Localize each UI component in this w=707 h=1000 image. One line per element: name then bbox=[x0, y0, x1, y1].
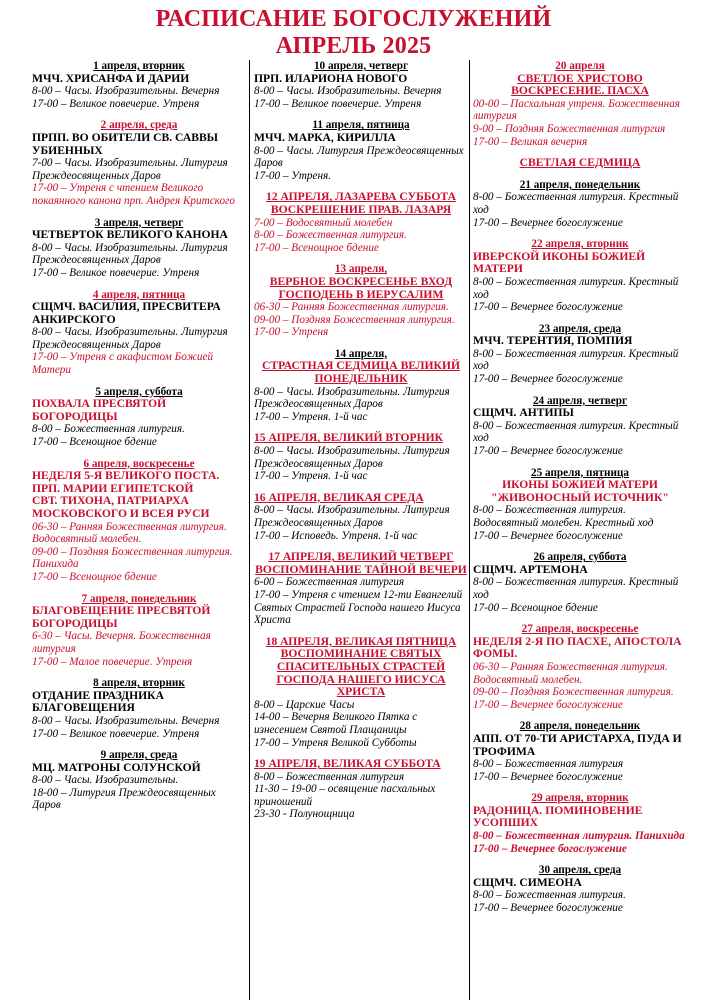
service-line: 17-00 – Всенощное бдение bbox=[473, 601, 598, 614]
day-entry bbox=[254, 636, 468, 749]
service-line: 17-00 – Вечернее богослужение bbox=[473, 301, 623, 314]
feast-name: СЩМЧ. АРТЕМОНА bbox=[473, 562, 588, 576]
day-entry bbox=[473, 720, 687, 783]
page-title: РАСПИСАНИЕ БОГОСЛУЖЕНИЙ bbox=[155, 6, 552, 32]
service-line: 17-00 – Вечернее богослужение bbox=[473, 842, 627, 855]
day-date: 23 апреля, среда bbox=[538, 322, 622, 335]
service-line: 11-30 – 19-00 – освящение пасхальных приношений bbox=[254, 783, 436, 808]
feast-name: СТРАСТНАЯ СЕДМИЦА ВЕЛИКИЙ ПОНЕДЕЛЬНИК bbox=[261, 359, 460, 386]
day-entry bbox=[32, 60, 246, 110]
service-line: 8-00 – Часы. Изобразительны. Литургия Преждеосвященных Даров bbox=[254, 445, 450, 470]
service-line: 17-00 – Великая вечерня bbox=[473, 135, 588, 148]
day-entry bbox=[32, 119, 246, 207]
service-line: 09-00 – Поздняя Божественная литургия. Панихида bbox=[32, 545, 233, 571]
service-line: 17-00 – Малое повечерие. Утреня bbox=[32, 655, 193, 668]
feast-name: ОТДАНИЕ ПРАЗДНИКА БЛАГОВЕЩЕНИЯ bbox=[32, 688, 164, 715]
service-line: 17-00 – Утреня Великой Субботы bbox=[254, 736, 417, 749]
service-line: 17-00 – Вечернее богослужение bbox=[473, 529, 623, 542]
day-date: 10 апреля, четверг bbox=[313, 60, 409, 72]
day-entry bbox=[473, 623, 687, 711]
service-line: 17-00 – Утреня с чтением 12-ти Евангелий Святых Страстей Господа нашего Иисуса Христа bbox=[254, 588, 463, 627]
day-entry bbox=[254, 492, 468, 542]
feast-name: АПП. ОТ 70-ТИ АРИСТАРХА, ПУДА И ТРОФИМА bbox=[473, 731, 682, 758]
service-line: 8-00 – Божественная литургия. Крестный ход bbox=[473, 191, 679, 216]
day-entry bbox=[254, 191, 468, 254]
feast-name: СЩМЧ. ВАСИЛИЯ, ПРЕСВИТЕРА АНКИРСКОГО bbox=[32, 300, 221, 326]
feast-name: 16 АПРЕЛЯ, ВЕЛИКАЯ СРЕДА bbox=[254, 490, 424, 504]
day-entry bbox=[473, 238, 687, 314]
day-date: 20 апреля bbox=[555, 60, 605, 72]
service-line: 8-00 – Божественная литургия. bbox=[473, 889, 626, 902]
service-line: 7-00 – Водосвятный молебен bbox=[254, 216, 393, 229]
feast-name: СВТ. ТИХОНА, ПАТРИАРХА МОСКОВСКОГО И ВСЕЯ РУСИ bbox=[32, 494, 210, 520]
feast-name: НЕДЕЛЯ 2-Я ПО ПАСХЕ, АПОСТОЛА ФОМЫ. bbox=[473, 634, 682, 661]
day-date: 6 апреля, воскресенье bbox=[83, 457, 195, 470]
service-line: 17-00 – Утреня. 1-й час bbox=[254, 470, 368, 483]
service-line: 8-00 – Божественная литургия. bbox=[32, 423, 185, 436]
day-date: 11 апреля, пятница bbox=[312, 119, 410, 132]
service-line: 8-00 – Часы. Изобразительны. Литургия Преждеосвященных Даров bbox=[254, 504, 450, 529]
feast-name: МЦ. МАТРОНЫ СОЛУНСКОЙ bbox=[32, 760, 201, 774]
service-line: 09-00 – Поздняя Божественная литургия. bbox=[254, 313, 455, 326]
service-line: 06-30 – Ранняя Божественная литургия. bbox=[254, 301, 449, 314]
day-entry bbox=[254, 119, 468, 182]
service-line: 17-00 – Утреня с чтением Великого покаянного канона прп. Андрея Критского bbox=[32, 182, 236, 207]
feast-name: 12 АПРЕЛЯ, ЛАЗАРЕВА СУББОТА ВОСКРЕШЕНИЕ ПРАВ. ЛАЗАРЯ bbox=[266, 190, 456, 216]
day-entry bbox=[32, 217, 246, 280]
day-date: 5 апреля, суббота bbox=[95, 385, 183, 398]
service-line: 09-00 – Поздняя Божественная литургия. bbox=[473, 686, 674, 699]
day-entry bbox=[254, 432, 468, 482]
day-date: 1 апреля, вторник bbox=[93, 60, 185, 72]
service-line: 8-00 – Божественная литургия. bbox=[254, 229, 407, 242]
service-line: 17-00 – Великое повечерие. Утреня bbox=[32, 97, 200, 110]
day-date: 29 апреля, вторник bbox=[531, 792, 629, 805]
feast-name: СВЕТЛАЯ СЕДМИЦА bbox=[519, 156, 641, 170]
feast-name: 15 АПРЕЛЯ, ВЕЛИКИЙ ВТОРНИК bbox=[254, 431, 444, 445]
day-entry bbox=[254, 263, 468, 339]
service-line: 8-00 – Часы. Изобразительны. Вечерня bbox=[32, 85, 220, 98]
day-date: 26 апреля, суббота bbox=[533, 551, 627, 564]
service-line: 8-00 – Часы. Изобразительны. Вечерня bbox=[32, 714, 220, 727]
service-line: 17-00 – Великое повечерие. Утреня bbox=[254, 97, 422, 110]
day-date: 30 апреля, среда bbox=[538, 864, 622, 877]
service-line: 17-00 – Утреня. bbox=[254, 169, 332, 182]
feast-name: ВЕРБНОЕ ВОСКРЕСЕНЬЕ ВХОД ГОСПОДЕНЬ В ИЕРУСАЛИМ bbox=[269, 274, 453, 301]
feast-name: БЛАГОВЕЩЕНИЕ ПРЕСВЯТОЙ БОГОРОДИЦЫ bbox=[32, 604, 211, 630]
service-line: 8-00 – Часы. Изобразительны. Литургия Преждеосвященных Даров bbox=[32, 326, 228, 351]
service-line: 8-00 – Часы. Изобразительны. Вечерня bbox=[254, 85, 442, 98]
day-date: 7 апреля, понедельник bbox=[81, 592, 197, 605]
day-entry bbox=[32, 458, 246, 584]
service-line: 17-00 – Утреня. 1-й час bbox=[254, 410, 368, 423]
service-line: 8-00 – Часы. Литургия Преждеосвященных Даров bbox=[254, 144, 464, 170]
schedule-column-1 bbox=[32, 60, 246, 1000]
day-date: 8 апреля, вторник bbox=[93, 677, 185, 690]
service-line: 6-00 – Божественная литургия bbox=[254, 576, 405, 589]
day-date: 24 апреля, четверг bbox=[532, 394, 628, 407]
day-entry bbox=[254, 348, 468, 424]
day-date: 28 апреля, понедельник bbox=[519, 720, 641, 733]
day-entry bbox=[473, 395, 687, 458]
service-line: 17-00 – Вечернее богослужение bbox=[473, 770, 623, 783]
feast-name: ИВЕРСКОЙ ИКОНЫ БОЖИЕЙ МАТЕРИ bbox=[473, 249, 646, 276]
service-line: 8-00 – Часы. Изобразительны. Литургия Преждеосвященных Даров bbox=[254, 385, 450, 411]
feast-name: ПРПП. ВО ОБИТЕЛИ СВ. САВВЫ УБИЕННЫХ bbox=[32, 130, 219, 157]
day-date: 3 апреля, четверг bbox=[94, 216, 184, 229]
feast-name: ИКОНЫ БОЖИЕЙ МАТЕРИ "ЖИВОНОСНЫЙ ИСТОЧНИК" bbox=[491, 478, 669, 504]
service-line: 8-00 – Царские Часы bbox=[254, 698, 355, 711]
day-entry bbox=[254, 60, 468, 110]
feast-name: НЕДЕЛЯ 5-Я ВЕЛИКОГО ПОСТА. ПРП. МАРИИ ЕГИПЕТСКОЙ bbox=[32, 469, 220, 495]
feast-name: ПРП. ИЛАРИОНА НОВОГО bbox=[254, 71, 408, 85]
service-line: 8-00 – Божественная литургия bbox=[254, 770, 405, 783]
feast-name: СЩМЧ. АНТИПЫ bbox=[473, 406, 574, 420]
day-date: 9 апреля, среда bbox=[100, 749, 178, 762]
day-entry bbox=[473, 467, 687, 543]
schedule-column-2 bbox=[254, 60, 468, 1000]
feast-name: СЩМЧ. СИМЕОНА bbox=[473, 875, 582, 889]
service-line: 00-00 – Пасхальная утреня. Божественная литургия bbox=[473, 97, 681, 123]
feast-name: МЧЧ. ТЕРЕНТИЯ, ПОМПИЯ bbox=[473, 334, 633, 348]
service-line: 9-00 – Поздняя Божественная литургия bbox=[473, 122, 666, 135]
feast-name: МЧЧ. МАРКА, КИРИЛЛА bbox=[254, 130, 396, 144]
feast-name: РАДОНИЦА. ПОМИНОВЕНИЕ УСОПШИХ bbox=[473, 803, 643, 830]
service-line: 17-00 – Исповедь. Утреня. 1-й час bbox=[254, 529, 418, 542]
service-line: 17-00 – Вечернее богослужение bbox=[473, 698, 623, 711]
feast-name: 17 АПРЕЛЯ, ВЕЛИКИЙ ЧЕТВЕРГ ВОСПОМИНАНИЕ ТАЙНОЙ ВЕЧЕРИ bbox=[255, 550, 467, 576]
service-line: 17-00 – Утреня bbox=[254, 326, 329, 339]
day-date: 21 апреля, понедельник bbox=[519, 178, 641, 191]
service-line: 23-30 - Полунощница bbox=[254, 808, 355, 821]
day-entry bbox=[473, 179, 687, 229]
day-date: 22 апреля, вторник bbox=[531, 238, 629, 251]
service-line: 17-00 – Великое повечерие. Утреня bbox=[32, 727, 200, 740]
service-line: 8-00 – Божественная литургия. Водосвятный молебен. Крестный ход bbox=[473, 504, 654, 529]
column-divider bbox=[249, 60, 250, 1000]
day-entry bbox=[473, 60, 687, 148]
service-line: 7-00 – Часы. Изобразительны. Литургия Преждеосвященных Даров bbox=[32, 157, 228, 182]
day-date: 4 апреля, пятница bbox=[92, 288, 186, 301]
service-line: 8-00 – Божественная литургия. Крестный ход bbox=[473, 419, 679, 445]
service-line: 18-00 – Литургия Преждеосвященных Даров bbox=[32, 786, 216, 812]
service-line: 17-00 – Вечернее богослужение bbox=[473, 445, 623, 458]
service-line: 17-00 – Всенощное бдение bbox=[254, 241, 379, 254]
day-entry bbox=[254, 551, 468, 627]
day-entry bbox=[32, 289, 246, 377]
day-date: 27 апреля, воскресенье bbox=[521, 623, 639, 636]
day-entry bbox=[473, 792, 687, 855]
service-line: 8-00 – Божественная литургия. Крестный ход bbox=[473, 576, 679, 601]
day-date: 14 апреля, bbox=[334, 347, 388, 360]
service-line: 8-00 – Божественная литургия. Крестный ход bbox=[473, 347, 679, 373]
service-line: 17-00 – Всенощное бдение bbox=[32, 570, 157, 583]
day-entry bbox=[473, 157, 687, 170]
page-subtitle: АПРЕЛЬ 2025 bbox=[275, 33, 432, 59]
service-line: 17-00 – Утреня с акафистом Божией Матери bbox=[32, 351, 214, 377]
service-line: 8-00 – Часы. Изобразительны. bbox=[32, 774, 179, 787]
service-line: 6-30 – Часы. Вечерня. Божественная литургия bbox=[32, 630, 211, 655]
day-entry bbox=[473, 864, 687, 914]
service-line: 17-00 – Великое повечерие. Утреня bbox=[32, 266, 200, 279]
day-date: 2 апреля, среда bbox=[100, 119, 178, 132]
service-line: 8-00 – Часы. Изобразительны. Литургия Преждеосвященных Даров bbox=[32, 241, 228, 267]
feast-name: СВЕТЛОЕ ХРИСТОВО ВОСКРЕСЕНИЕ. ПАСХА bbox=[511, 71, 649, 98]
service-line: 17-00 – Вечернее богослужение bbox=[473, 373, 623, 386]
column-divider bbox=[469, 60, 470, 1000]
feast-name: 18 АПРЕЛЯ, ВЕЛИКАЯ ПЯТНИЦА ВОСПОМИНАНИЕ СВЯТЫХ СПАСИТЕЛЬНЫХ СТРАСТЕЙ ГОСПОДА НАШЕГО ИИСУСА ХРИСТА bbox=[265, 634, 457, 699]
day-entry bbox=[473, 323, 687, 386]
day-entry bbox=[32, 677, 246, 740]
service-line: 8-00 – Божественная литургия bbox=[473, 758, 624, 771]
day-date: 13 апреля, bbox=[334, 263, 388, 276]
feast-name: ЧЕТВЕРТОК ВЕЛИКОГО КАНОНА bbox=[32, 228, 228, 242]
service-line: 8-00 – Божественная литургия. Крестный ход bbox=[473, 275, 679, 301]
service-line: 17-00 – Всенощное бдение bbox=[32, 436, 157, 449]
feast-name: МЧЧ. ХРИСАНФА И ДАРИИ bbox=[32, 71, 190, 85]
day-date: 25 апреля, пятница bbox=[531, 466, 629, 479]
service-line: 06-30 – Ранняя Божественная литургия. Водосвятный молебен. bbox=[473, 660, 668, 686]
service-line: 17-00 – Вечернее богослужение bbox=[473, 216, 623, 229]
service-line: 14-00 – Вечерня Великого Пятка с изнесением Святой Плащаницы bbox=[254, 711, 418, 736]
day-entry bbox=[32, 593, 246, 669]
service-line: 06-30 – Ранняя Божественная литургия. Водосвятный молебен. bbox=[32, 520, 227, 546]
day-entry bbox=[254, 758, 468, 821]
day-entry bbox=[32, 749, 246, 812]
feast-name: 19 АПРЕЛЯ, ВЕЛИКАЯ СУББОТА bbox=[254, 757, 441, 771]
service-line: 17-00 – Вечернее богослужение bbox=[473, 902, 623, 915]
service-line: 8-00 – Божественная литургия. Панихида bbox=[473, 830, 685, 843]
day-entry bbox=[473, 551, 687, 614]
schedule-column-3 bbox=[473, 60, 687, 1000]
feast-name: ПОХВАЛА ПРЕСВЯТОЙ БОГОРОДИЦЫ bbox=[32, 397, 167, 423]
day-entry bbox=[32, 386, 246, 449]
